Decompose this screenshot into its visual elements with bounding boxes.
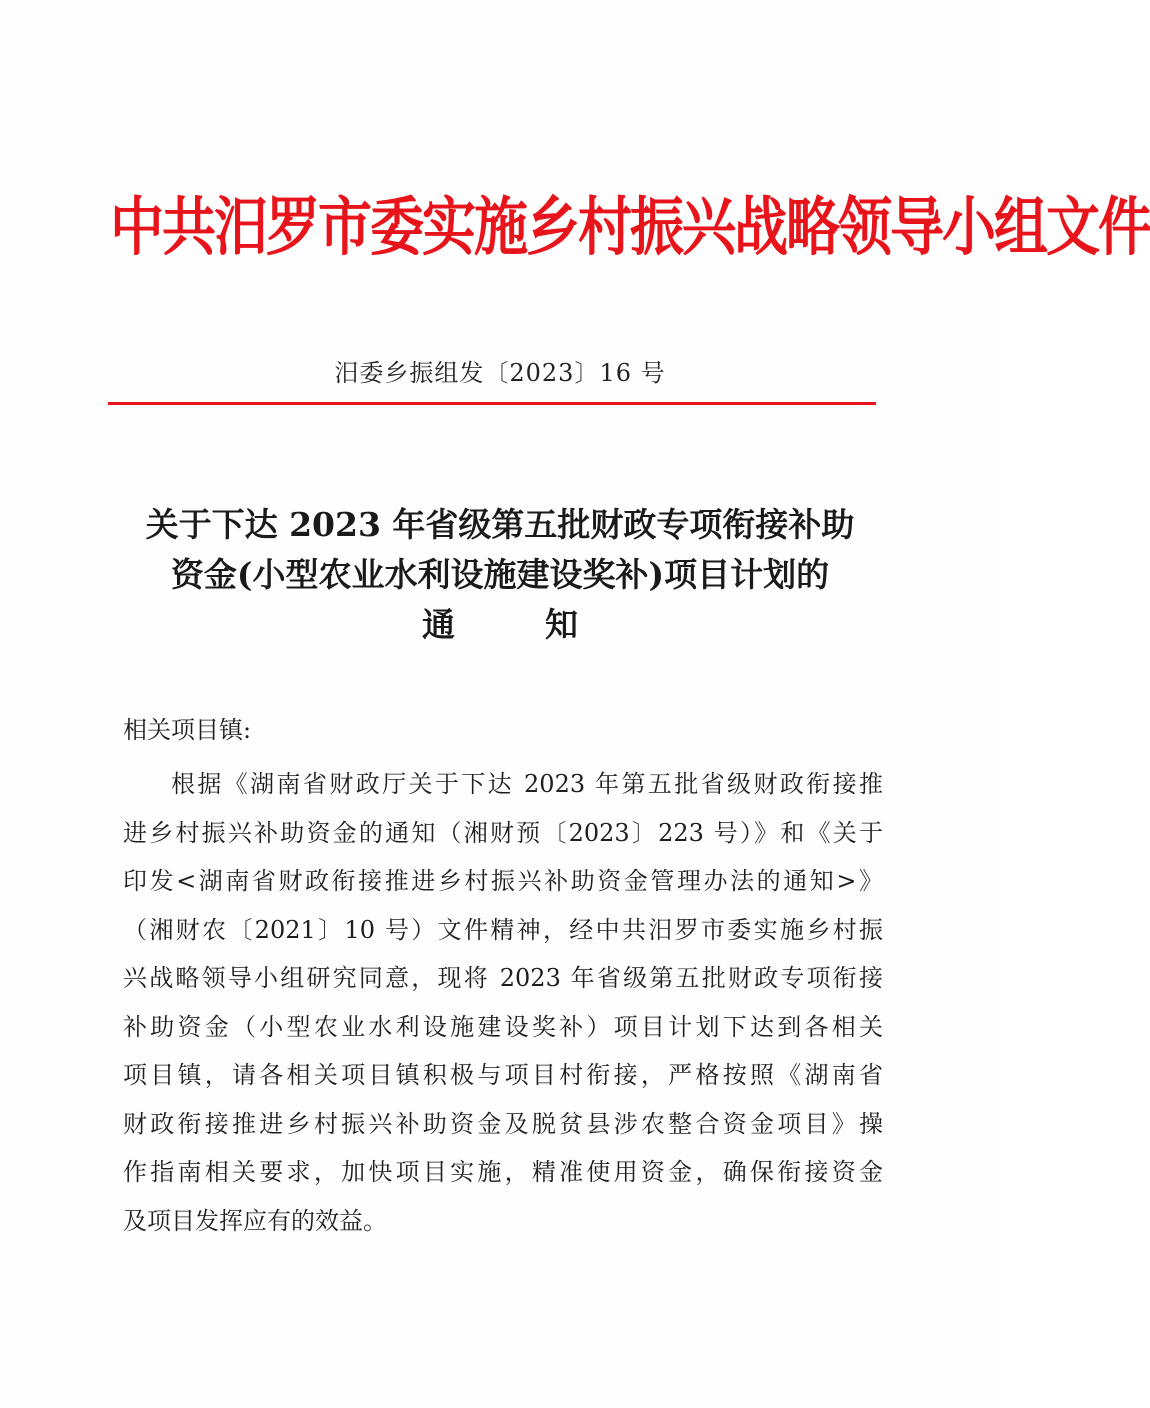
red-divider-line [108,402,876,405]
body-line: 项目镇，请各相关项目镇积极与项目村衔接，严格按照《湖南省 [123,1061,883,1089]
body-paragraph [123,760,883,1245]
body-line: 作指南相关要求，加快项目实施，精准使用资金，确保衔接资金 [123,1158,883,1186]
body-line: （湘财农〔2021〕10 号）文件精神，经中共汨罗市委实施乡村振 [123,915,883,944]
salutation: 相关项目镇: [123,716,252,744]
issuer-header-title: 中共汨罗市委实施乡村振兴战略领导小组文件 [110,190,1150,265]
notice-title [100,500,900,650]
body-line: 进乡村振兴补助资金的通知（湘财预〔2023〕223 号）》和《关于 [123,818,883,847]
notice-title-line: 资金(小型农业水利设施建设奖补)项目计划的 [170,555,830,594]
body-line: 及项目发挥应有的效益。 [123,1206,387,1235]
document-number: 汨委乡振组发〔2023〕16 号 [334,359,666,387]
body-line: 印发<湖南省财政衔接推进乡村振兴补助资金管理办法的通知>》 [123,867,883,895]
body-line: 兴战略领导小组研究同意，现将 2023 年省级第五批财政专项衔接 [123,964,883,992]
notice-title-line: 通知 [422,605,668,644]
notice-title-line: 关于下达 2023 年省级第五批财政专项衔接补助 [145,505,855,544]
body-line: 根据《湖南省财政厅关于下达 2023 年第五批省级财政衔接推 [171,770,883,798]
body-line: 财政衔接推进乡村振兴补助资金及脱贫县涉农整合资金项目》操 [123,1109,883,1138]
body-line: 补助资金（小型农业水利设施建设奖补）项目计划下达到各相关 [123,1012,883,1041]
